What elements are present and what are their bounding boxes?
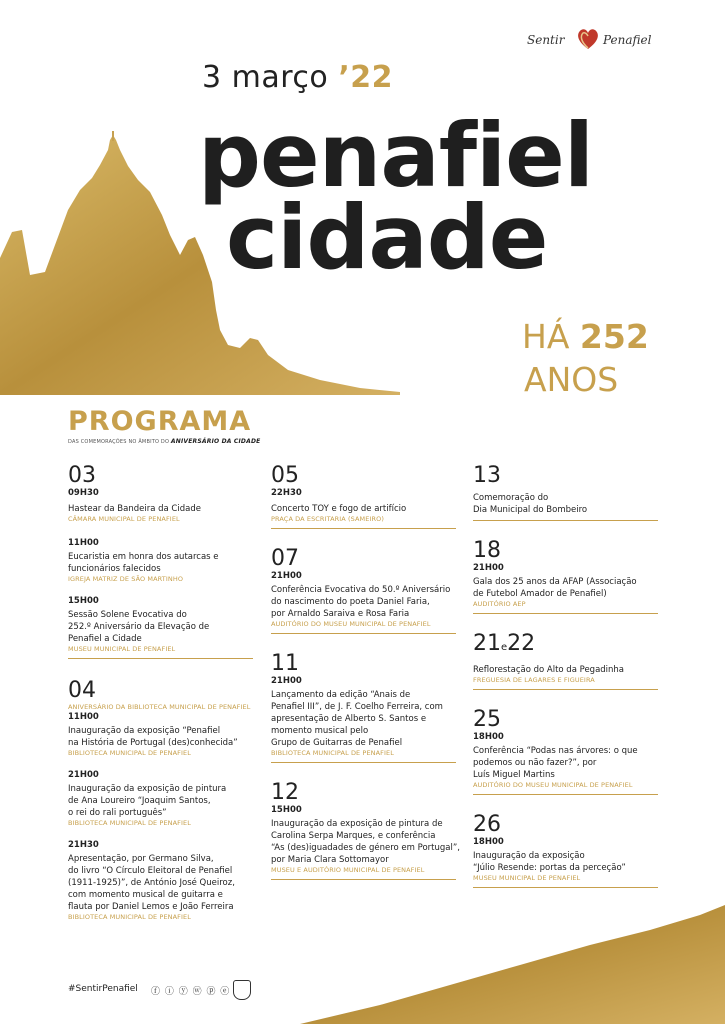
event-description: Sessão Solene Evocativa do 252.º Aniversário da Elevação de Penafiel a Cidade bbox=[68, 610, 210, 644]
municipal-crest-icon bbox=[233, 980, 251, 1000]
divider bbox=[473, 794, 658, 795]
event-description: Inauguração da exposição “Júlio Resende: portas da perceção” bbox=[473, 851, 626, 873]
event-venue: AUDITÓRIO DO MUSEU MUNICIPAL DE PENAFIEL bbox=[473, 781, 633, 789]
day-heading: 25 bbox=[473, 707, 501, 732]
divider bbox=[68, 658, 253, 659]
event-description: Inauguração da exposição “Penafiel na História de Portugal (des)conhecida” bbox=[68, 726, 238, 748]
day-heading bbox=[473, 632, 663, 660]
programa-title: PROGRAMA bbox=[68, 406, 252, 437]
divider bbox=[271, 528, 456, 529]
day-heading: 05 bbox=[271, 463, 299, 488]
title-line-1: penafiel bbox=[198, 104, 594, 207]
date-text: 3 março bbox=[202, 60, 329, 95]
day-heading: 04 bbox=[68, 678, 96, 703]
subtitle-prefix: DAS COMEMORAÇÕES NO ÂMBITO DO bbox=[68, 439, 170, 445]
event-time: 21H00 bbox=[271, 571, 302, 581]
divider bbox=[271, 879, 456, 880]
event-description: Comemoração do Dia Municipal do Bombeiro bbox=[473, 493, 588, 515]
day-and: e bbox=[501, 642, 508, 653]
event-time: 18H00 bbox=[473, 732, 504, 742]
divider bbox=[473, 887, 658, 888]
hashtag-text: #SentirPenafiel bbox=[68, 984, 138, 994]
church-cross bbox=[112, 131, 114, 141]
event-time: 11H00 bbox=[68, 538, 99, 548]
event-description: Conferência Evocativa do 50.º Aniversário do nascimento do poeta Daniel Faria, por Arnaldo Saraiva e Rosa Faria bbox=[271, 585, 451, 619]
divider bbox=[271, 633, 456, 634]
event-venue: AUDITÓRIO AEP bbox=[473, 600, 526, 608]
day-heading: 11 bbox=[271, 651, 299, 676]
event-date bbox=[202, 60, 393, 95]
event-venue: MUSEU MUNICIPAL DE PENAFIEL bbox=[68, 645, 176, 653]
gold-bottom-band bbox=[300, 905, 725, 1024]
divider bbox=[473, 613, 658, 614]
subtitle-bold: ANIVERSÁRIO DA CIDADE bbox=[170, 438, 261, 445]
anos-label: ANOS bbox=[524, 360, 619, 399]
day-22: 22 bbox=[507, 631, 536, 656]
day-heading: 03 bbox=[68, 463, 96, 488]
divider bbox=[473, 520, 658, 521]
day-note: ANIVERSÁRIO DA BIBLIOTECA MUNICIPAL DE PENAFIEL bbox=[68, 703, 251, 711]
event-description: Reflorestação do Alto da Pegadinha bbox=[473, 665, 625, 675]
program-column-2 bbox=[271, 464, 466, 880]
logo-left-text: Sentir bbox=[527, 33, 565, 47]
heart-logo-icon bbox=[575, 26, 601, 52]
logo-right-text: Penafiel bbox=[603, 33, 652, 47]
event-description: Apresentação, por Germano Silva, do livro “O Círculo Eleitoral de Penafiel (1911-1925)”, de António José Queiroz, com momento musical de guitarra e flauta por Daniel Lemos e João Ferreira bbox=[68, 854, 235, 912]
event-venue: MUSEU MUNICIPAL DE PENAFIEL bbox=[473, 874, 581, 882]
event-description: Conferência “Podas nas árvores: o que podemos ou não fazer?”, por Luís Miguel Martins bbox=[473, 746, 638, 780]
day-heading: 18 bbox=[473, 538, 501, 563]
event-time: 18H00 bbox=[473, 837, 504, 847]
event-venue: IGREJA MATRIZ DE SÃO MARTINHO bbox=[68, 575, 184, 583]
event-time: 21H00 bbox=[68, 770, 99, 780]
event-venue: MUSEU E AUDITÓRIO MUNICIPAL DE PENAFIEL bbox=[271, 866, 425, 874]
event-venue: AUDITÓRIO DO MUSEU MUNICIPAL DE PENAFIEL bbox=[271, 620, 431, 628]
event-venue: BIBLIOTECA MUNICIPAL DE PENAFIEL bbox=[271, 749, 394, 757]
divider bbox=[271, 762, 456, 763]
event-time: 15H00 bbox=[271, 805, 302, 815]
ha-prefix: HÁ bbox=[522, 317, 570, 356]
day-21: 21 bbox=[473, 631, 501, 656]
event-time: 15H00 bbox=[68, 596, 99, 606]
event-time: 21H30 bbox=[68, 840, 99, 850]
event-description: Lançamento da edição “Anais de Penafiel III”, de J. F. Coelho Ferreira, com apresentação de Alberto S. Santos e momento musical pelo Grupo de Guitarras de Penafiel bbox=[271, 690, 443, 748]
program-column-1 bbox=[68, 464, 258, 922]
day-heading: 12 bbox=[271, 780, 299, 805]
title-line-2: cidade bbox=[226, 186, 548, 289]
event-venue: BIBLIOTECA MUNICIPAL DE PENAFIEL bbox=[68, 749, 191, 757]
anniversary-line bbox=[522, 318, 649, 356]
event-description: Eucaristia em honra dos autarcas e funcionários falecidos bbox=[68, 552, 219, 574]
date-year: ’22 bbox=[338, 60, 393, 95]
event-venue: BIBLIOTECA MUNICIPAL DE PENAFIEL bbox=[68, 819, 191, 827]
event-description: Inauguração da exposição de pintura de Carolina Serpa Marques, e conferência “As (des)iguadades de género em Portugal”, por Maria Clara Sottomayor bbox=[271, 819, 460, 865]
day-heading: 07 bbox=[271, 546, 299, 571]
event-venue: CÂMARA MUNICIPAL DE PENAFIEL bbox=[68, 515, 180, 523]
day-heading: 13 bbox=[473, 463, 501, 488]
program-column-3 bbox=[473, 464, 663, 888]
day-heading: 26 bbox=[473, 812, 501, 837]
event-venue: BIBLIOTECA MUNICIPAL DE PENAFIEL bbox=[68, 913, 191, 921]
event-time: 22H30 bbox=[271, 488, 302, 498]
divider bbox=[473, 689, 658, 690]
sentir-penafiel-logo bbox=[527, 24, 662, 58]
event-time: 21H00 bbox=[271, 676, 302, 686]
social-icons: ⓕ ⓘ ⓨ ⓦ ⓟ ⓔ bbox=[151, 987, 231, 997]
event-time: 09H30 bbox=[68, 488, 99, 498]
event-description: Hastear da Bandeira da Cidade bbox=[68, 504, 201, 514]
event-venue: FREGUESIA DE LAGARES E FIGUEIRA bbox=[473, 676, 595, 684]
event-description: Concerto TOY e fogo de artifício bbox=[271, 504, 407, 514]
event-time: 11H00 bbox=[68, 712, 99, 722]
event-venue: PRAÇA DA ESCRITARIA (SAMEIRO) bbox=[271, 515, 384, 523]
event-description: Inauguração da exposição de pintura de Ana Loureiro “Joaquim Santos, o rei do rali português” bbox=[68, 784, 227, 818]
programa-subtitle bbox=[68, 438, 260, 445]
event-description: Gala dos 25 anos da AFAP (Associação de Futebol Amador de Penafiel) bbox=[473, 577, 637, 599]
ha-number: 252 bbox=[579, 317, 649, 356]
event-time: 21H00 bbox=[473, 563, 504, 573]
